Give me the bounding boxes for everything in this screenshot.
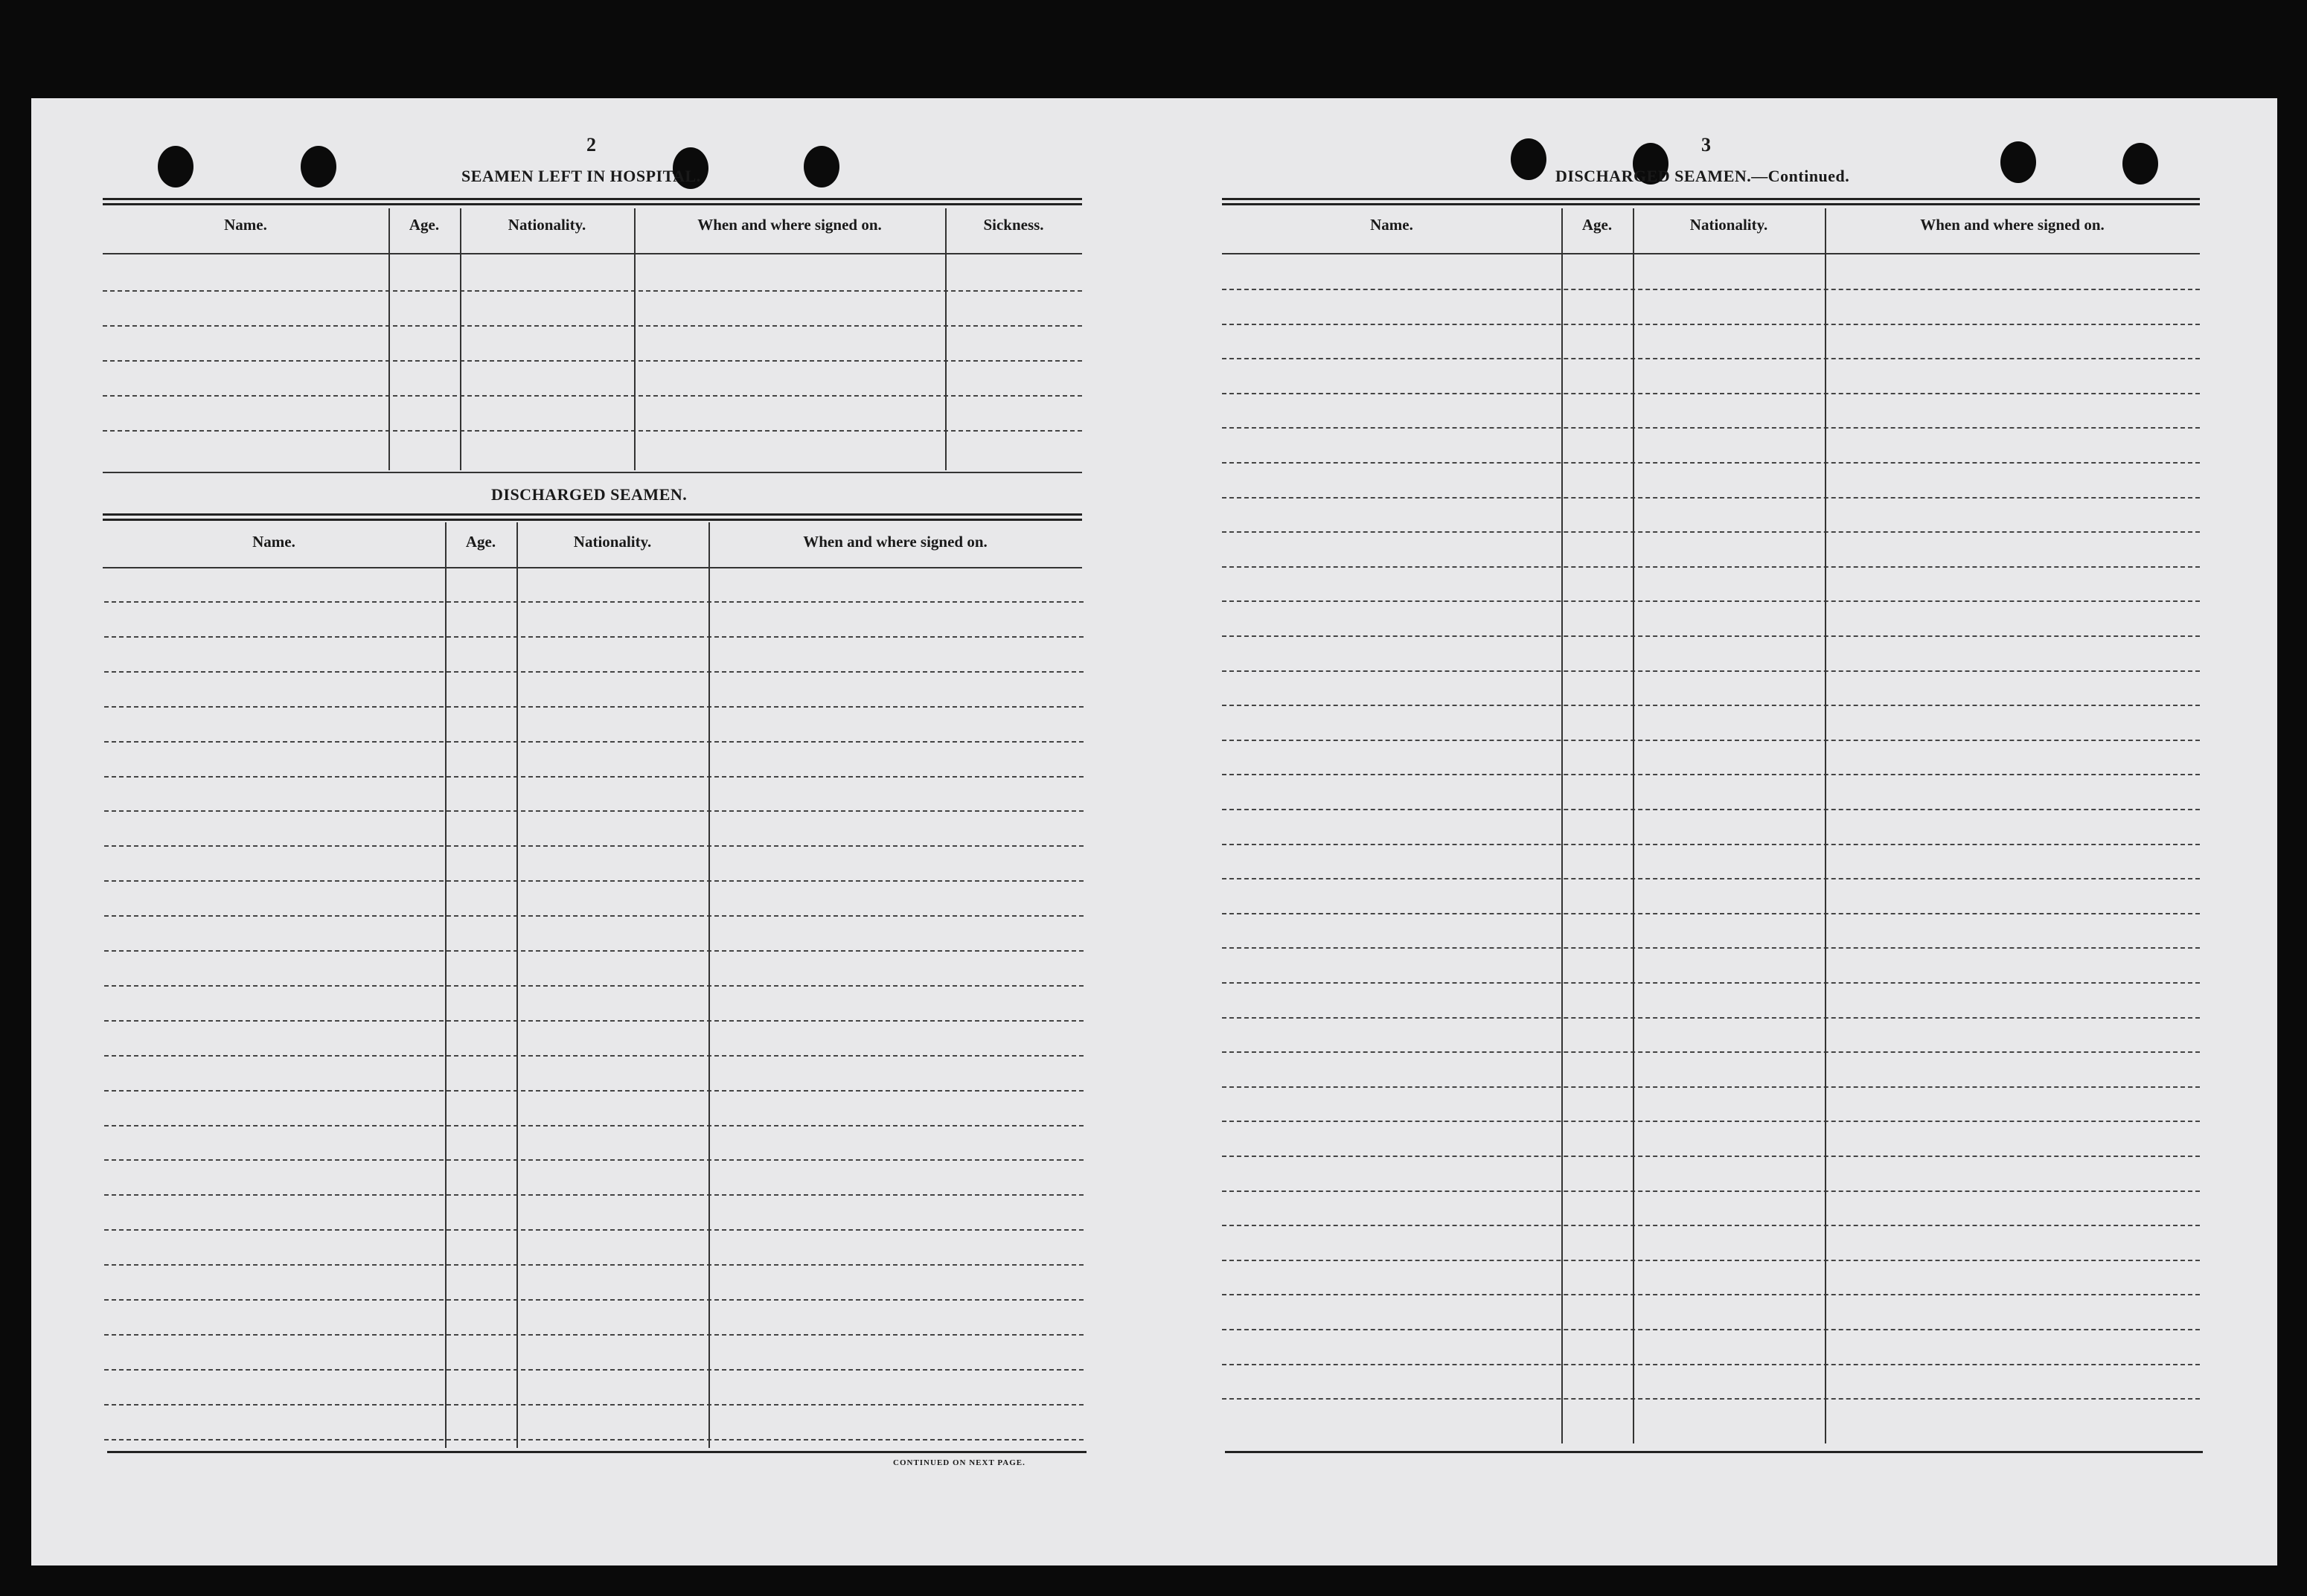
- hospital-col-name: Name.: [224, 216, 267, 234]
- punch-hole: [2000, 141, 2036, 183]
- table-row: [1222, 324, 2200, 325]
- table-row: [1222, 705, 2200, 706]
- table-row: [1222, 531, 2200, 533]
- discharged-header-rule: [103, 567, 1082, 568]
- table-row: [1222, 1017, 2200, 1019]
- discharged-bottom-rule: [107, 1451, 1087, 1453]
- table-row: [1222, 670, 2200, 672]
- discharged-section-title: DISCHARGED SEAMEN.: [491, 485, 688, 504]
- table-row: [1222, 1190, 2200, 1192]
- table-row: [104, 1299, 1084, 1301]
- right-top-rule: [1222, 198, 2200, 205]
- right-col-divider: [1561, 208, 1563, 1443]
- table-row: [1222, 878, 2200, 879]
- table-row: [1222, 635, 2200, 637]
- table-row: [104, 1264, 1084, 1266]
- right-bottom-rule: [1225, 1451, 2203, 1453]
- page-number-right: 3: [1701, 134, 1711, 156]
- discharged-col-name: Name.: [252, 533, 295, 551]
- table-row: [1222, 1398, 2200, 1400]
- discharged-col-nationality: Nationality.: [573, 533, 652, 551]
- table-row: [1222, 809, 2200, 810]
- table-row: [104, 1055, 1084, 1057]
- right-col-nationality: Nationality.: [1689, 216, 1768, 234]
- table-row: [1222, 1364, 2200, 1365]
- hospital-top-rule: [103, 198, 1082, 205]
- page-number-left: 2: [586, 134, 596, 156]
- table-row: [104, 1090, 1084, 1092]
- hospital-col-age: Age.: [409, 216, 440, 234]
- table-row: [104, 1194, 1084, 1196]
- table-row: [103, 430, 1082, 432]
- right-col-divider: [1825, 208, 1826, 1443]
- table-row: [104, 671, 1084, 673]
- table-row: [1222, 740, 2200, 741]
- table-row: [1222, 1121, 2200, 1122]
- hospital-col-divider: [460, 208, 461, 470]
- table-row: [103, 360, 1082, 362]
- table-row: [104, 1334, 1084, 1336]
- table-row: [104, 950, 1084, 952]
- table-row: [1222, 1294, 2200, 1295]
- table-row: [104, 776, 1084, 778]
- hospital-header-rule: [103, 253, 1082, 254]
- table-row: [104, 1439, 1084, 1440]
- table-row: [104, 915, 1084, 917]
- table-row: [1222, 774, 2200, 775]
- punch-hole: [1511, 138, 1546, 180]
- table-row: [104, 1125, 1084, 1127]
- table-row: [104, 1229, 1084, 1231]
- table-row: [1222, 1156, 2200, 1157]
- right-col-divider: [1633, 208, 1634, 1443]
- discharged-col-signed-on: When and where signed on.: [803, 533, 988, 551]
- table-row: [104, 1369, 1084, 1371]
- table-row: [1222, 1260, 2200, 1261]
- table-row: [104, 1020, 1084, 1022]
- right-header-rule: [1222, 253, 2200, 254]
- table-row: [104, 810, 1084, 812]
- hospital-col-divider: [945, 208, 947, 470]
- table-row: [1222, 289, 2200, 290]
- hospital-bottom-rule: [103, 472, 1082, 473]
- hospital-col-divider: [388, 208, 390, 470]
- table-row: [1222, 1225, 2200, 1226]
- punch-hole: [158, 146, 193, 188]
- discharged-col-divider: [708, 522, 710, 1448]
- table-row: [104, 1159, 1084, 1161]
- hospital-col-sickness: Sickness.: [983, 216, 1044, 234]
- discharged-top-rule: [103, 513, 1082, 521]
- continued-note: CONTINUED ON NEXT PAGE.: [893, 1458, 1025, 1467]
- discharged-col-divider: [445, 522, 447, 1448]
- right-col-age: Age.: [1581, 216, 1613, 234]
- table-row: [1222, 462, 2200, 464]
- table-row: [104, 706, 1084, 708]
- table-row: [104, 880, 1084, 882]
- table-row: [1222, 1086, 2200, 1088]
- hospital-col-signed-on: When and where signed on.: [697, 216, 882, 234]
- punch-hole: [2122, 143, 2158, 185]
- table-row: [1222, 1329, 2200, 1330]
- table-row: [1222, 566, 2200, 568]
- table-row: [1222, 600, 2200, 602]
- table-row: [104, 636, 1084, 638]
- table-row: [1222, 497, 2200, 499]
- discharged-col-divider: [516, 522, 518, 1448]
- table-row: [104, 741, 1084, 743]
- table-row: [104, 1404, 1084, 1406]
- table-row: [1222, 393, 2200, 394]
- hospital-col-divider: [634, 208, 636, 470]
- punch-hole: [804, 146, 839, 188]
- table-row: [1222, 982, 2200, 984]
- punch-hole: [301, 146, 336, 188]
- table-row: [1222, 947, 2200, 949]
- table-row: [1222, 427, 2200, 429]
- table-row: [104, 601, 1084, 603]
- table-row: [103, 325, 1082, 327]
- right-col-name: Name.: [1370, 216, 1413, 234]
- table-row: [103, 395, 1082, 397]
- right-col-signed-on: When and where signed on.: [1920, 216, 2105, 234]
- table-row: [104, 985, 1084, 987]
- form-sheet: [31, 98, 2277, 1565]
- hospital-col-nationality: Nationality.: [508, 216, 586, 234]
- discharged-col-age: Age.: [465, 533, 496, 551]
- table-row: [1222, 358, 2200, 359]
- table-row: [1222, 913, 2200, 914]
- right-section-title: DISCHARGED SEAMEN.—Continued.: [1555, 167, 1850, 185]
- table-row: [103, 290, 1082, 292]
- table-row: [1222, 844, 2200, 845]
- table-row: [104, 845, 1084, 847]
- hospital-section-title: SEAMEN LEFT IN HOSPITAL.: [461, 167, 701, 185]
- table-row: [1222, 1051, 2200, 1053]
